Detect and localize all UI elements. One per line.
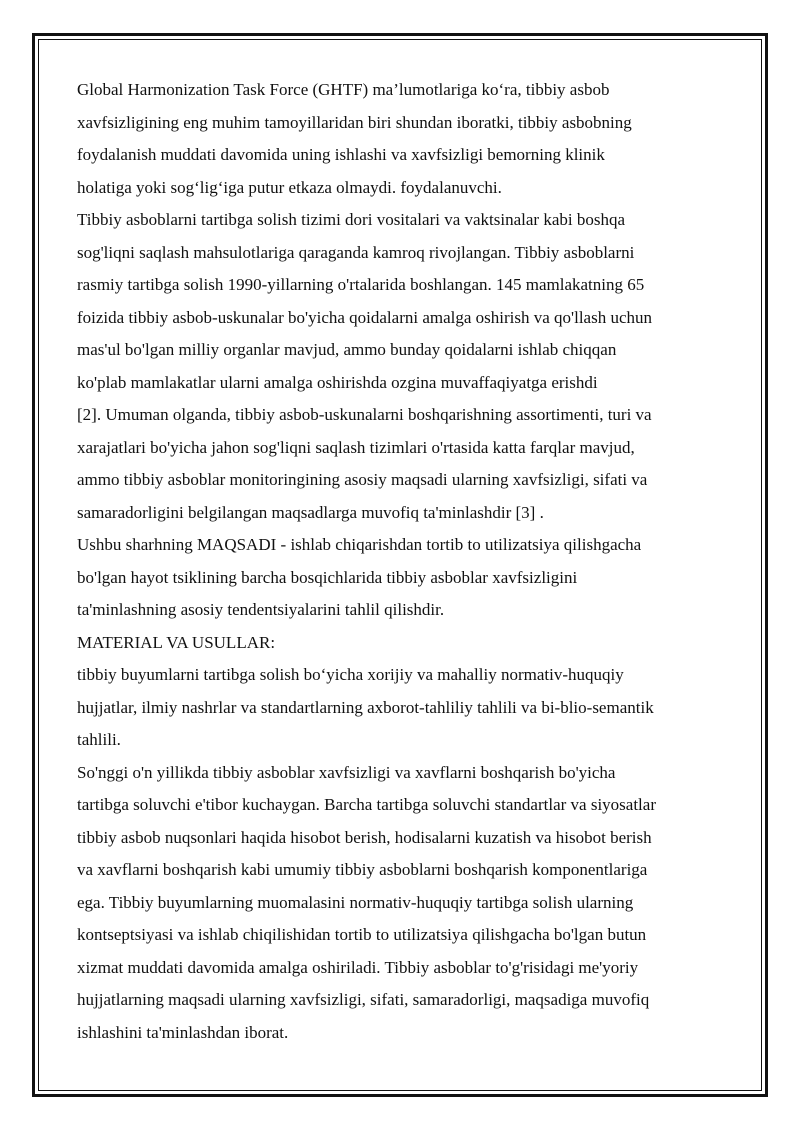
text-line: holatiga yoki sog‘lig‘iga putur etkaza olmaydi. foydalanuvchi.: [77, 177, 502, 197]
text-line: Ushbu sharhning MAQSADI - ishlab chiqarishdan tortib to utilizatsiya qilishgacha: [77, 535, 642, 554]
text-line: hujjatlar, ilmiy nashrlar va standartlarning axborot-tahliliy tahlili va bi-blio-semantik: [77, 697, 654, 717]
text-line: rasmiy tartibga solish 1990-yillarning o'rtalarida boshlangan. 145 mamlakatning 65: [77, 275, 645, 294]
text-line: bo'lgan hayot tsiklining barcha bosqichlarida tibbiy asboblar xavfsizligini: [77, 567, 578, 587]
text-line: xavfsizligining eng muhim tamoyillaridan biri shundan iboratki, tibbiy asbobning: [77, 112, 632, 132]
text-line: tibbiy buyumlarni tartibga solish bo‘yicha xorijiy va mahalliy normativ-huquqiy: [77, 665, 624, 684]
paragraph-purpose: [77, 529, 722, 627]
text-line: kontseptsiyasi va ishlab chiqilishidan tortib to utilizatsiya qilishgacha bo'lgan butun: [77, 925, 647, 944]
text-line: ega. Tibbiy buyumlarning muomalasini normativ-huquqiy tartibga solish ularning: [77, 892, 634, 912]
section-heading-materials: [77, 627, 722, 660]
text-line: Tibbiy asboblarni tartibga solish tizimi dori vositalari va vaktsinalar kabi boshqa: [77, 210, 626, 229]
text-line: xarajatlari bo'yicha jahon sog'liqni saqlash tizimlari o'rtasida katta farqlar mavjud,: [77, 437, 635, 457]
text-line: samaradorligini belgilangan maqsadlarga muvofiq ta'minlashdir [3] .: [77, 502, 544, 522]
text-line: ta'minlashning asosiy tendentsiyalarini tahlil qilishdir.: [77, 600, 445, 619]
paragraph-materials: [77, 659, 722, 757]
document-body: [77, 74, 722, 1049]
text-line: So'nggi o'n yillikda tibbiy asboblar xavfsizligi va xavflarni boshqarish bo'yicha: [77, 762, 616, 782]
text-line: ishlashini ta'minlashdan iborat.: [77, 1022, 289, 1042]
paragraph-recent-decade: [77, 757, 722, 1050]
paragraph-ghtf: [77, 74, 722, 204]
text-line: foydalanish muddati davomida uning ishlashi va xavfsizligi bemorning klinik: [77, 145, 605, 164]
text-line: tahlili.: [77, 730, 121, 749]
paragraph-regulation-system: [77, 204, 722, 529]
text-line: Global Harmonization Task Force (GHTF) ma’lumotlariga ko‘ra, tibbiy asbob: [77, 80, 610, 99]
text-line: ko'plab mamlakatlar ularni amalga oshirishda ozgina muvaffaqiyatga erishdi: [77, 372, 598, 392]
heading-line: MATERIAL VA USULLAR:: [77, 632, 276, 652]
text-line: sog'liqni saqlash mahsulotlariga qaraganda kamroq rivojlangan. Tibbiy asboblarni: [77, 242, 635, 262]
text-line: xizmat muddati davomida amalga oshiriladi. Tibbiy asboblar to'g'risidagi me'yoriy: [77, 957, 639, 977]
text-line: foizida tibbiy asbob-uskunalar bo'yicha qoidalarni amalga oshirish va qo'llash uchun: [77, 307, 653, 327]
text-line: va xavflarni boshqarish kabi umumiy tibbiy asboblarni boshqarish komponentlariga: [77, 860, 648, 879]
text-line: tartibga soluvchi e'tibor kuchaygan. Barcha tartibga soluvchi standartlar va siyosatlar: [77, 795, 656, 814]
text-line: hujjatlarning maqsadi ularning xavfsizligi, sifati, samaradorligi, maqsadiga muvofiq: [77, 990, 650, 1009]
text-line: tibbiy asbob nuqsonlari haqida hisobot berish, hodisalarni kuzatish va hisobot berish: [77, 827, 652, 847]
text-line: [2]. Umuman olganda, tibbiy asbob-uskunalarni boshqarishning assortimenti, turi va: [77, 405, 652, 424]
text-line: mas'ul bo'lgan milliy organlar mavjud, ammo bunday qoidalarni ishlab chiqqan: [77, 340, 617, 359]
text-line: ammo tibbiy asboblar monitoringining asosiy maqsadi ularning xavfsizligi, sifati va: [77, 470, 648, 489]
